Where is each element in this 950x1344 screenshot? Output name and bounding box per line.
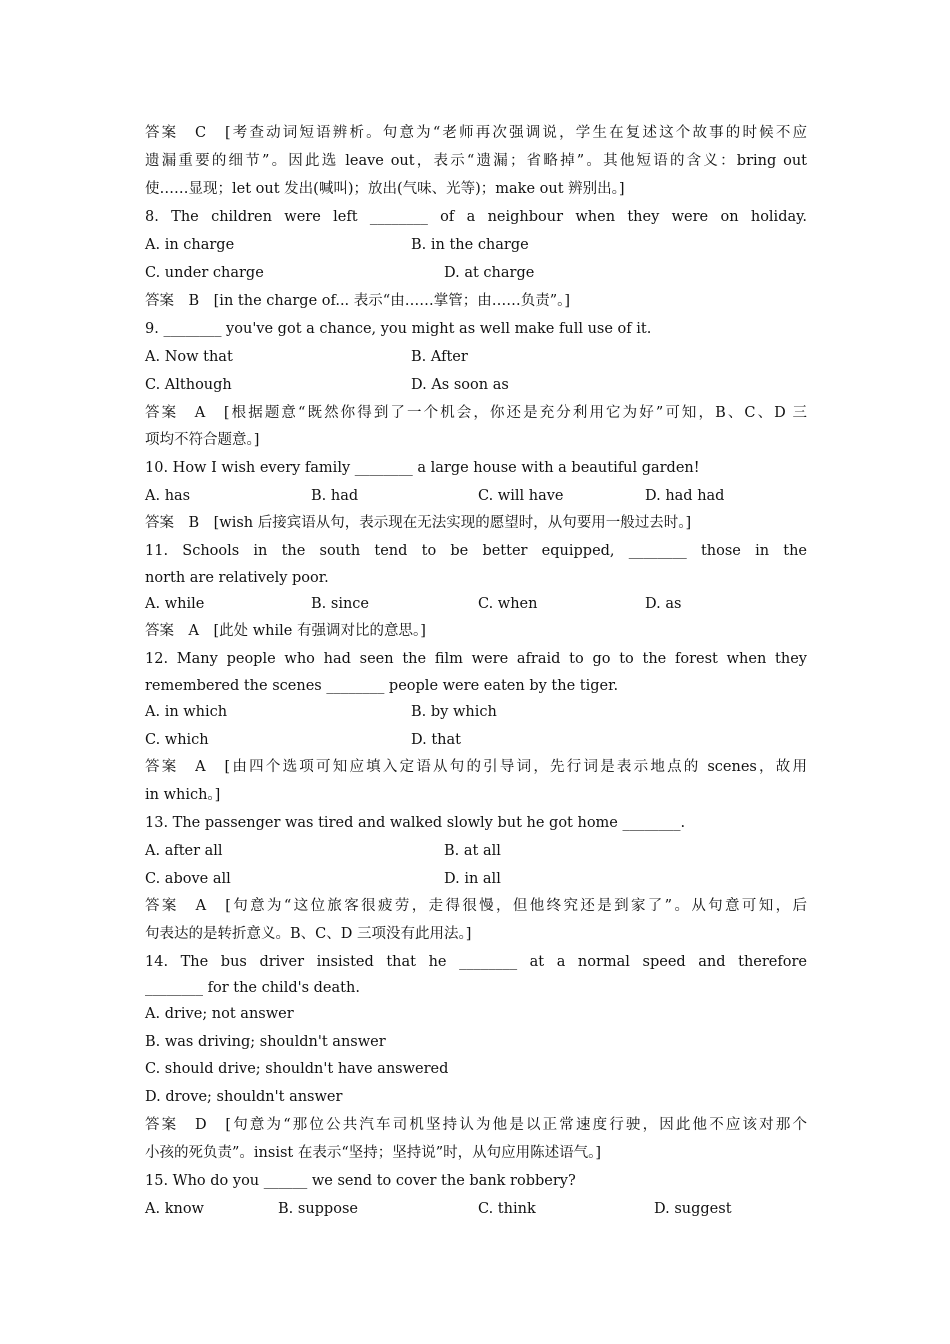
answer-7-line-3: 使……显现；let out 发出(喊叫)；放出(气味、光等)；make out 辨别出。] — [145, 181, 625, 197]
question-11-line-1: 11. Schools in the south tend to be better equipped, ________ those in the — [145, 543, 807, 559]
option-15a: A. know — [145, 1201, 204, 1217]
option-10c: C. will have — [478, 488, 564, 504]
option-12b: B. by which — [411, 704, 497, 720]
option-11b: B. since — [311, 596, 369, 612]
option-10a: A. has — [145, 488, 191, 504]
option-12d: D. that — [411, 732, 461, 748]
answer-14-line-2: 小孩的死负责”。insist 在表示“坚持；坚持说”时，从句应用陈述语气。] — [145, 1145, 602, 1161]
question-12-options-row-1 — [145, 702, 807, 722]
question-8-options-row-1 — [145, 235, 807, 255]
option-14d: D. drove; shouldn't answer — [145, 1089, 343, 1105]
option-11a: A. while — [145, 596, 205, 612]
answer-10: 答案 B [wish 后接宾语从句，表示现在无法实现的愿望时，从句要用一般过去时。] — [145, 515, 692, 531]
option-14b: B. was driving; shouldn't answer — [145, 1034, 386, 1050]
option-15c: C. think — [478, 1201, 536, 1217]
question-13: 13. The passenger was tired and walked slowly but he got home ________. — [145, 815, 686, 831]
question-15-options — [145, 1199, 807, 1219]
question-11-line-2: north are relatively poor. — [145, 570, 329, 586]
answer-12-line-1: 答案 A [由四个选项可知应填入定语从句的引导词，先行词是表示地点的 scenes，故用 — [145, 759, 807, 775]
question-12-line-1: 12. Many people who had seen the film were afraid to go to the forest when they — [145, 651, 807, 667]
option-9c: C. Although — [145, 377, 232, 393]
option-10d: D. had had — [645, 488, 725, 504]
option-9a: A. Now that — [145, 349, 233, 365]
option-9d: D. As soon as — [411, 377, 509, 393]
question-13-options-row-1 — [145, 841, 807, 861]
answer-12-line-2: in which。] — [145, 787, 221, 803]
question-8: 8. The children were left ________ of a neighbour when they were on holiday. — [145, 209, 807, 225]
answer-7-line-1: 答案 C [考查动词短语辨析。句意为“老师再次强调说，学生在复述这个故事的时候不应 — [145, 125, 807, 141]
option-13c: C. above all — [145, 871, 231, 887]
answer-13-line-2: 句表达的是转折意义。B、C、D 三项没有此用法。] — [145, 926, 472, 942]
option-13b: B. at all — [444, 843, 501, 859]
option-11d: D. as — [645, 596, 682, 612]
question-8-options-row-2 — [145, 263, 807, 283]
option-15d: D. suggest — [654, 1201, 732, 1217]
option-9b: B. After — [411, 349, 468, 365]
question-11-options — [145, 594, 807, 614]
question-14-line-2: ________ for the child's death. — [145, 980, 360, 996]
answer-13-line-1: 答案 A [句意为“这位旅客很疲劳，走得很慢，但他终究还是到家了”。从句意可知，后 — [145, 898, 807, 914]
option-10b: B. had — [311, 488, 359, 504]
option-12a: A. in which — [145, 704, 228, 720]
question-13-options-row-2 — [145, 869, 807, 889]
question-10-options — [145, 486, 807, 506]
option-15b: B. suppose — [278, 1201, 358, 1217]
question-10: 10. How I wish every family ________ a large house with a beautiful garden! — [145, 460, 700, 476]
answer-9-line-1: 答案 A [根据题意“既然你得到了一个机会，你还是充分利用它为好”可知，B、C、D 三 — [145, 405, 807, 421]
option-11c: C. when — [478, 596, 538, 612]
option-12c: C. which — [145, 732, 209, 748]
answer-11: 答案 A [此处 while 有强调对比的意思。] — [145, 623, 426, 639]
question-14-line-1: 14. The bus driver insisted that he ________ at a normal speed and therefore — [145, 954, 807, 970]
option-8a: A. in charge — [145, 237, 235, 253]
option-8c: C. under charge — [145, 265, 264, 281]
option-13d: D. in all — [444, 871, 501, 887]
question-12-options-row-2 — [145, 730, 807, 750]
option-14a: A. drive; not answer — [145, 1006, 294, 1022]
answer-7-line-2: 遗漏重要的细节”。因此选 leave out，表示“遗漏；省略掉”。其他短语的含义：bring out — [145, 153, 807, 169]
option-8b: B. in the charge — [411, 237, 529, 253]
question-9: 9. ________ you've got a chance, you might as well make full use of it. — [145, 321, 652, 337]
option-13a: A. after all — [145, 843, 223, 859]
question-12-line-2: remembered the scenes ________ people were eaten by the tiger. — [145, 678, 619, 694]
question-9-options-row-1 — [145, 347, 807, 367]
question-15: 15. Who do you ______ we send to cover the bank robbery? — [145, 1173, 576, 1189]
answer-14-line-1: 答案 D [句意为“那位公共汽车司机坚持认为他是以正常速度行驶，因此他不应该对那个 — [145, 1117, 807, 1133]
option-8d: D. at charge — [444, 265, 535, 281]
question-9-options-row-2 — [145, 375, 807, 395]
option-14c: C. should drive; shouldn't have answered — [145, 1061, 449, 1077]
answer-8: 答案 B [in the charge of... 表示“由……掌管；由……负责”。] — [145, 293, 571, 309]
answer-9-line-2: 项均不符合题意。] — [145, 432, 260, 448]
